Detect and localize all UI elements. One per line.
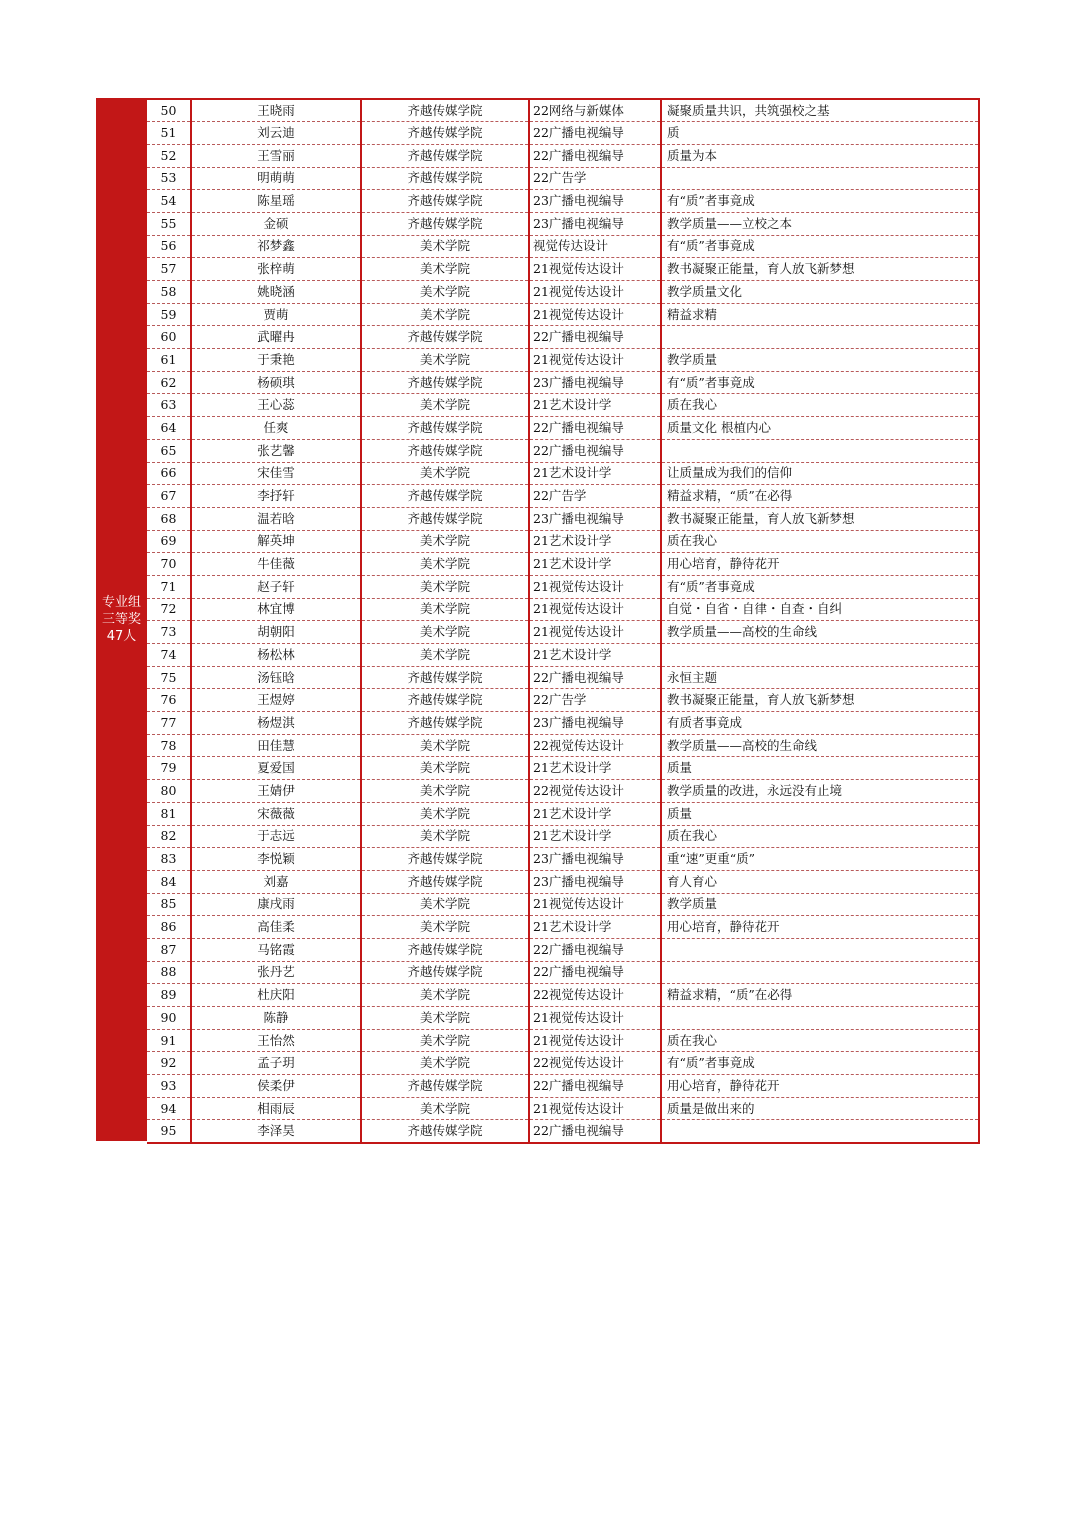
- entry-title: 有“质”者事竟成: [661, 371, 979, 394]
- entry-title: 有“质”者事竟成: [661, 190, 979, 213]
- college-name: 美术学院: [361, 530, 529, 553]
- entry-title: 精益求精: [661, 303, 979, 326]
- college-name: 美术学院: [361, 621, 529, 644]
- class-name: 23广播电视编导: [529, 848, 661, 871]
- table-row: [147, 99, 979, 122]
- student-name: 杨硕琪: [191, 371, 361, 394]
- college-name: 美术学院: [361, 598, 529, 621]
- entry-title: 教书凝聚正能量，育人放飞新梦想: [661, 689, 979, 712]
- entry-title: 重“速”更重“质”: [661, 848, 979, 871]
- student-name: 姚晓涵: [191, 281, 361, 304]
- table-row: [147, 439, 979, 462]
- student-name: 杨煜淇: [191, 712, 361, 735]
- entry-title: 凝聚质量共识，共筑强校之基: [661, 99, 979, 122]
- college-name: 齐越传媒学院: [361, 417, 529, 440]
- college-name: 美术学院: [361, 916, 529, 939]
- table-row: [147, 870, 979, 893]
- row-number: 82: [147, 825, 191, 848]
- row-number: 74: [147, 644, 191, 667]
- row-number: 81: [147, 802, 191, 825]
- student-name: 杜庆阳: [191, 984, 361, 1007]
- table-row: [147, 780, 979, 803]
- college-name: 齐越传媒学院: [361, 870, 529, 893]
- entry-title: 用心培育，静待花开: [661, 1075, 979, 1098]
- table-row: [147, 621, 979, 644]
- student-name: 牛佳薇: [191, 553, 361, 576]
- table-row: [147, 644, 979, 667]
- awards-table-body: [147, 99, 979, 1143]
- entry-title: 有“质”者事竟成: [661, 235, 979, 258]
- row-number: 69: [147, 530, 191, 553]
- class-name: 21艺术设计学: [529, 916, 661, 939]
- row-number: 58: [147, 281, 191, 304]
- row-number: 51: [147, 122, 191, 145]
- class-name: 23广播电视编导: [529, 507, 661, 530]
- table-row: [147, 712, 979, 735]
- award-list-sheet: [96, 98, 979, 1141]
- college-name: 美术学院: [361, 734, 529, 757]
- row-number: 91: [147, 1029, 191, 1052]
- student-name: 解英坤: [191, 530, 361, 553]
- student-name: 杨松林: [191, 644, 361, 667]
- row-number: 64: [147, 417, 191, 440]
- table-row: [147, 303, 979, 326]
- row-number: 66: [147, 462, 191, 485]
- table-row: [147, 1120, 979, 1143]
- college-name: 美术学院: [361, 1029, 529, 1052]
- entry-title: 教学质量: [661, 893, 979, 916]
- row-number: 90: [147, 1007, 191, 1030]
- row-number: 85: [147, 893, 191, 916]
- table-row: [147, 212, 979, 235]
- student-name: 王晓雨: [191, 99, 361, 122]
- student-name: 金硕: [191, 212, 361, 235]
- row-number: 79: [147, 757, 191, 780]
- college-name: 齐越传媒学院: [361, 1120, 529, 1143]
- entry-title: 精益求精，“质”在必得: [661, 485, 979, 508]
- college-name: 美术学院: [361, 394, 529, 417]
- entry-title: 精益求精，“质”在必得: [661, 984, 979, 1007]
- row-number: 54: [147, 190, 191, 213]
- college-name: 美术学院: [361, 802, 529, 825]
- student-name: 任爽: [191, 417, 361, 440]
- college-name: 齐越传媒学院: [361, 712, 529, 735]
- entry-title: 质量为本: [661, 144, 979, 167]
- table-row: [147, 1029, 979, 1052]
- college-name: 齐越传媒学院: [361, 507, 529, 530]
- class-name: 23广播电视编导: [529, 870, 661, 893]
- class-name: 21视觉传达设计: [529, 1097, 661, 1120]
- class-name: 21艺术设计学: [529, 462, 661, 485]
- student-name: 祁梦鑫: [191, 235, 361, 258]
- table-row: [147, 122, 979, 145]
- student-name: 明萌萌: [191, 167, 361, 190]
- class-name: 22广播电视编导: [529, 122, 661, 145]
- college-name: 齐越传媒学院: [361, 190, 529, 213]
- entry-title: 质在我心: [661, 530, 979, 553]
- student-name: 温若晗: [191, 507, 361, 530]
- table-row: [147, 1075, 979, 1098]
- college-name: 齐越传媒学院: [361, 961, 529, 984]
- class-name: 21视觉传达设计: [529, 281, 661, 304]
- table-row: [147, 530, 979, 553]
- row-number: 89: [147, 984, 191, 1007]
- college-name: 齐越传媒学院: [361, 1075, 529, 1098]
- row-number: 83: [147, 848, 191, 871]
- entry-title: 质量文化 根植内心: [661, 417, 979, 440]
- row-number: 86: [147, 916, 191, 939]
- entry-title: 育人育心: [661, 870, 979, 893]
- table-row: [147, 417, 979, 440]
- college-name: 齐越传媒学院: [361, 938, 529, 961]
- table-row: [147, 1052, 979, 1075]
- table-row: [147, 961, 979, 984]
- row-number: 94: [147, 1097, 191, 1120]
- student-name: 马铭霞: [191, 938, 361, 961]
- student-name: 李抒轩: [191, 485, 361, 508]
- table-row: [147, 893, 979, 916]
- row-number: 76: [147, 689, 191, 712]
- table-row: [147, 190, 979, 213]
- table-row: [147, 394, 979, 417]
- class-name: 21视觉传达设计: [529, 1007, 661, 1030]
- class-name: 22视觉传达设计: [529, 1052, 661, 1075]
- row-number: 62: [147, 371, 191, 394]
- entry-title: 教学质量的改进，永远没有止境: [661, 780, 979, 803]
- student-name: 赵子轩: [191, 575, 361, 598]
- college-name: 美术学院: [361, 780, 529, 803]
- table-row: [147, 848, 979, 871]
- college-name: 齐越传媒学院: [361, 485, 529, 508]
- class-name: 21视觉传达设计: [529, 258, 661, 281]
- student-name: 康戌雨: [191, 893, 361, 916]
- student-name: 高佳柔: [191, 916, 361, 939]
- table-row: [147, 575, 979, 598]
- student-name: 宋薇薇: [191, 802, 361, 825]
- table-row: [147, 734, 979, 757]
- entry-title: 用心培育，静待花开: [661, 916, 979, 939]
- table-row: [147, 938, 979, 961]
- college-name: 美术学院: [361, 349, 529, 372]
- college-name: 齐越传媒学院: [361, 144, 529, 167]
- row-number: 52: [147, 144, 191, 167]
- row-number: 95: [147, 1120, 191, 1143]
- entry-title: [661, 938, 979, 961]
- table-row: [147, 553, 979, 576]
- group-label-line-1: 专业组: [101, 595, 141, 610]
- entry-title: [661, 961, 979, 984]
- student-name: 刘云迪: [191, 122, 361, 145]
- entry-title: 质在我心: [661, 1029, 979, 1052]
- row-number: 61: [147, 349, 191, 372]
- row-number: 84: [147, 870, 191, 893]
- row-number: 93: [147, 1075, 191, 1098]
- entry-title: [661, 644, 979, 667]
- college-name: 美术学院: [361, 462, 529, 485]
- row-number: 55: [147, 212, 191, 235]
- table-row: [147, 825, 979, 848]
- table-row: [147, 462, 979, 485]
- entry-title: 教书凝聚正能量，育人放飞新梦想: [661, 507, 979, 530]
- student-name: 侯柔伊: [191, 1075, 361, 1098]
- class-name: 21艺术设计学: [529, 644, 661, 667]
- table-row: [147, 666, 979, 689]
- college-name: 美术学院: [361, 553, 529, 576]
- row-number: 53: [147, 167, 191, 190]
- class-name: 21视觉传达设计: [529, 621, 661, 644]
- college-name: 美术学院: [361, 893, 529, 916]
- student-name: 王煜婷: [191, 689, 361, 712]
- entry-title: [661, 167, 979, 190]
- college-name: 美术学院: [361, 1097, 529, 1120]
- class-name: 23广播电视编导: [529, 712, 661, 735]
- row-number: 72: [147, 598, 191, 621]
- college-name: 齐越传媒学院: [361, 439, 529, 462]
- group-band: [96, 98, 147, 1141]
- student-name: 田佳慧: [191, 734, 361, 757]
- table-row: [147, 349, 979, 372]
- student-name: 相雨辰: [191, 1097, 361, 1120]
- entry-title: 用心培育，静待花开: [661, 553, 979, 576]
- table-row: [147, 485, 979, 508]
- table-row: [147, 167, 979, 190]
- student-name: 陈静: [191, 1007, 361, 1030]
- class-name: 21视觉传达设计: [529, 1029, 661, 1052]
- class-name: 22广播电视编导: [529, 326, 661, 349]
- college-name: 齐越传媒学院: [361, 689, 529, 712]
- class-name: 21艺术设计学: [529, 553, 661, 576]
- class-name: 22广播电视编导: [529, 417, 661, 440]
- class-name: 22广播电视编导: [529, 961, 661, 984]
- table-row: [147, 1097, 979, 1120]
- row-number: 68: [147, 507, 191, 530]
- class-name: 21艺术设计学: [529, 825, 661, 848]
- college-name: 美术学院: [361, 825, 529, 848]
- class-name: 22广播电视编导: [529, 938, 661, 961]
- class-name: 21艺术设计学: [529, 530, 661, 553]
- table-row: [147, 235, 979, 258]
- entry-title: 教学质量: [661, 349, 979, 372]
- row-number: 78: [147, 734, 191, 757]
- row-number: 88: [147, 961, 191, 984]
- college-name: 齐越传媒学院: [361, 212, 529, 235]
- student-name: 王雪丽: [191, 144, 361, 167]
- student-name: 孟子玥: [191, 1052, 361, 1075]
- table-row: [147, 802, 979, 825]
- entry-title: [661, 1120, 979, 1143]
- college-name: 齐越传媒学院: [361, 326, 529, 349]
- class-name: 22广告学: [529, 167, 661, 190]
- entry-title: 质量是做出来的: [661, 1097, 979, 1120]
- class-name: 22视觉传达设计: [529, 780, 661, 803]
- student-name: 张艺馨: [191, 439, 361, 462]
- class-name: 21视觉传达设计: [529, 893, 661, 916]
- row-number: 92: [147, 1052, 191, 1075]
- row-number: 67: [147, 485, 191, 508]
- class-name: 22网络与新媒体: [529, 99, 661, 122]
- student-name: 贾萌: [191, 303, 361, 326]
- class-name: 21视觉传达设计: [529, 349, 661, 372]
- student-name: 武曜冉: [191, 326, 361, 349]
- college-name: 美术学院: [361, 258, 529, 281]
- entry-title: 教学质量——立校之本: [661, 212, 979, 235]
- entry-title: 有质者事竟成: [661, 712, 979, 735]
- table-row: [147, 984, 979, 1007]
- college-name: 美术学院: [361, 303, 529, 326]
- table-row: [147, 757, 979, 780]
- row-number: 50: [147, 99, 191, 122]
- entry-title: 质量: [661, 757, 979, 780]
- student-name: 夏爱国: [191, 757, 361, 780]
- class-name: 21艺术设计学: [529, 394, 661, 417]
- entry-title: 质在我心: [661, 825, 979, 848]
- college-name: 美术学院: [361, 1052, 529, 1075]
- table-row: [147, 281, 979, 304]
- class-name: 21视觉传达设计: [529, 575, 661, 598]
- student-name: 宋佳雪: [191, 462, 361, 485]
- student-name: 李悦颖: [191, 848, 361, 871]
- row-number: 75: [147, 666, 191, 689]
- college-name: 齐越传媒学院: [361, 666, 529, 689]
- entry-title: 自觉・自省・自律・自查・自纠: [661, 598, 979, 621]
- college-name: 齐越传媒学院: [361, 122, 529, 145]
- class-name: 21艺术设计学: [529, 757, 661, 780]
- row-number: 87: [147, 938, 191, 961]
- row-number: 60: [147, 326, 191, 349]
- row-number: 73: [147, 621, 191, 644]
- row-number: 65: [147, 439, 191, 462]
- student-name: 王心蕊: [191, 394, 361, 417]
- table-row: [147, 1007, 979, 1030]
- row-number: 59: [147, 303, 191, 326]
- table-row: [147, 507, 979, 530]
- entry-title: [661, 1007, 979, 1030]
- student-name: 张丹艺: [191, 961, 361, 984]
- college-name: 美术学院: [361, 1007, 529, 1030]
- college-name: 齐越传媒学院: [361, 167, 529, 190]
- class-name: 22广告学: [529, 689, 661, 712]
- class-name: 22广告学: [529, 485, 661, 508]
- class-name: 21艺术设计学: [529, 802, 661, 825]
- entry-title: [661, 326, 979, 349]
- college-name: 齐越传媒学院: [361, 99, 529, 122]
- group-label-line-2: 三等奖: [101, 612, 141, 627]
- entry-title: [661, 439, 979, 462]
- class-name: 21视觉传达设计: [529, 598, 661, 621]
- table-row: [147, 371, 979, 394]
- group-label-line-3: 47人: [106, 629, 137, 644]
- table-row: [147, 689, 979, 712]
- college-name: 美术学院: [361, 575, 529, 598]
- student-name: 王怡然: [191, 1029, 361, 1052]
- student-name: 于志远: [191, 825, 361, 848]
- row-number: 63: [147, 394, 191, 417]
- table-row: [147, 144, 979, 167]
- class-name: 22视觉传达设计: [529, 734, 661, 757]
- class-name: 23广播电视编导: [529, 371, 661, 394]
- row-number: 71: [147, 575, 191, 598]
- class-name: 21视觉传达设计: [529, 303, 661, 326]
- college-name: 美术学院: [361, 984, 529, 1007]
- table-row: [147, 326, 979, 349]
- class-name: 23广播电视编导: [529, 212, 661, 235]
- college-name: 美术学院: [361, 235, 529, 258]
- college-name: 美术学院: [361, 644, 529, 667]
- entry-title: 教学质量——高校的生命线: [661, 621, 979, 644]
- student-name: 王婧伊: [191, 780, 361, 803]
- row-number: 57: [147, 258, 191, 281]
- entry-title: 质量: [661, 802, 979, 825]
- class-name: 22广播电视编导: [529, 666, 661, 689]
- entry-title: 教学质量文化: [661, 281, 979, 304]
- entry-title: 教学质量——高校的生命线: [661, 734, 979, 757]
- class-name: 23广播电视编导: [529, 190, 661, 213]
- student-name: 胡朝阳: [191, 621, 361, 644]
- class-name: 22广播电视编导: [529, 1120, 661, 1143]
- class-name: 22广播电视编导: [529, 1075, 661, 1098]
- class-name: 视觉传达设计: [529, 235, 661, 258]
- student-name: 陈星瑶: [191, 190, 361, 213]
- college-name: 美术学院: [361, 757, 529, 780]
- awards-table: [147, 98, 980, 1144]
- student-name: 汤钰晗: [191, 666, 361, 689]
- entry-title: 质: [661, 122, 979, 145]
- entry-title: 质在我心: [661, 394, 979, 417]
- entry-title: 让质量成为我们的信仰: [661, 462, 979, 485]
- college-name: 美术学院: [361, 281, 529, 304]
- college-name: 齐越传媒学院: [361, 371, 529, 394]
- row-number: 70: [147, 553, 191, 576]
- student-name: 李泽昊: [191, 1120, 361, 1143]
- row-number: 77: [147, 712, 191, 735]
- row-number: 80: [147, 780, 191, 803]
- group-label: [96, 594, 147, 645]
- student-name: 刘嘉: [191, 870, 361, 893]
- entry-title: 有“质”者事竟成: [661, 575, 979, 598]
- table-row: [147, 258, 979, 281]
- entry-title: 有“质”者事竟成: [661, 1052, 979, 1075]
- entry-title: 教书凝聚正能量，育人放飞新梦想: [661, 258, 979, 281]
- row-number: 56: [147, 235, 191, 258]
- class-name: 22广播电视编导: [529, 439, 661, 462]
- table-row: [147, 598, 979, 621]
- student-name: 于秉艳: [191, 349, 361, 372]
- entry-title: 永恒主题: [661, 666, 979, 689]
- class-name: 22广播电视编导: [529, 144, 661, 167]
- student-name: 张梓萌: [191, 258, 361, 281]
- college-name: 齐越传媒学院: [361, 848, 529, 871]
- student-name: 林宜博: [191, 598, 361, 621]
- class-name: 22视觉传达设计: [529, 984, 661, 1007]
- table-row: [147, 916, 979, 939]
